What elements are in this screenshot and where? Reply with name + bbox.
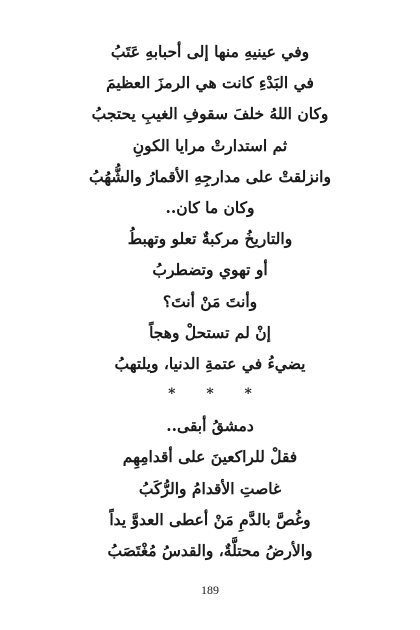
poem-line: دمشقُ أبقى.. — [166, 416, 254, 436]
poem-line: والأرضُ محتلَّةٌ، والقدسُ مُغْتَصَبُ — [107, 541, 313, 560]
poem-line: وانزلقتْ على مدارجِهِ الأقمارُ والشُّهُبُ — [89, 166, 331, 186]
section-separator — [0, 379, 420, 410]
poem-line: والتاريخُ مركبةٌ تعلو وتهبطُ — [127, 229, 293, 249]
separator-asterisk: * — [168, 386, 176, 403]
poem-line: وكان ما كان.. — [165, 197, 255, 217]
poem-line: إنْ لم تستحلْ وهجاً — [149, 322, 271, 342]
poem-line: وكان اللهُ خلفَ سقوفِ الغيبِ يحتجبُ — [91, 104, 329, 124]
poem-line: وغُصَّ بالدَّمِ مَنْ أعطى العدوَّ يداً — [109, 509, 311, 529]
poem-line: ثم استدارتْ مرايا الكونِ — [132, 135, 288, 155]
page-number: 189 — [201, 583, 219, 597]
poem-line: غاصتِ الأقدامُ والرُّكَبُ — [138, 478, 282, 498]
poem-line: وفي عينيهِ منها إلى أحبابهِ عَتَبُ — [110, 42, 310, 61]
poem-body — [0, 36, 420, 566]
poem-line: في البَدْءِ كانت هي الرمزَ العظيمَ — [106, 73, 314, 93]
separator-asterisk: * — [244, 386, 252, 403]
separator-asterisk: * — [206, 386, 214, 403]
poem-line: فقلْ للراكعينَ على أقدامِهِم — [122, 447, 298, 467]
poem-line: يضيءُ في عتمةِ الدنيا، ويلتهبُ — [114, 353, 306, 373]
poem-line: أو تهوي وتضطربُ — [152, 260, 268, 280]
poem-line: وأنتَ مَنْ أنتَ؟ — [162, 291, 258, 311]
